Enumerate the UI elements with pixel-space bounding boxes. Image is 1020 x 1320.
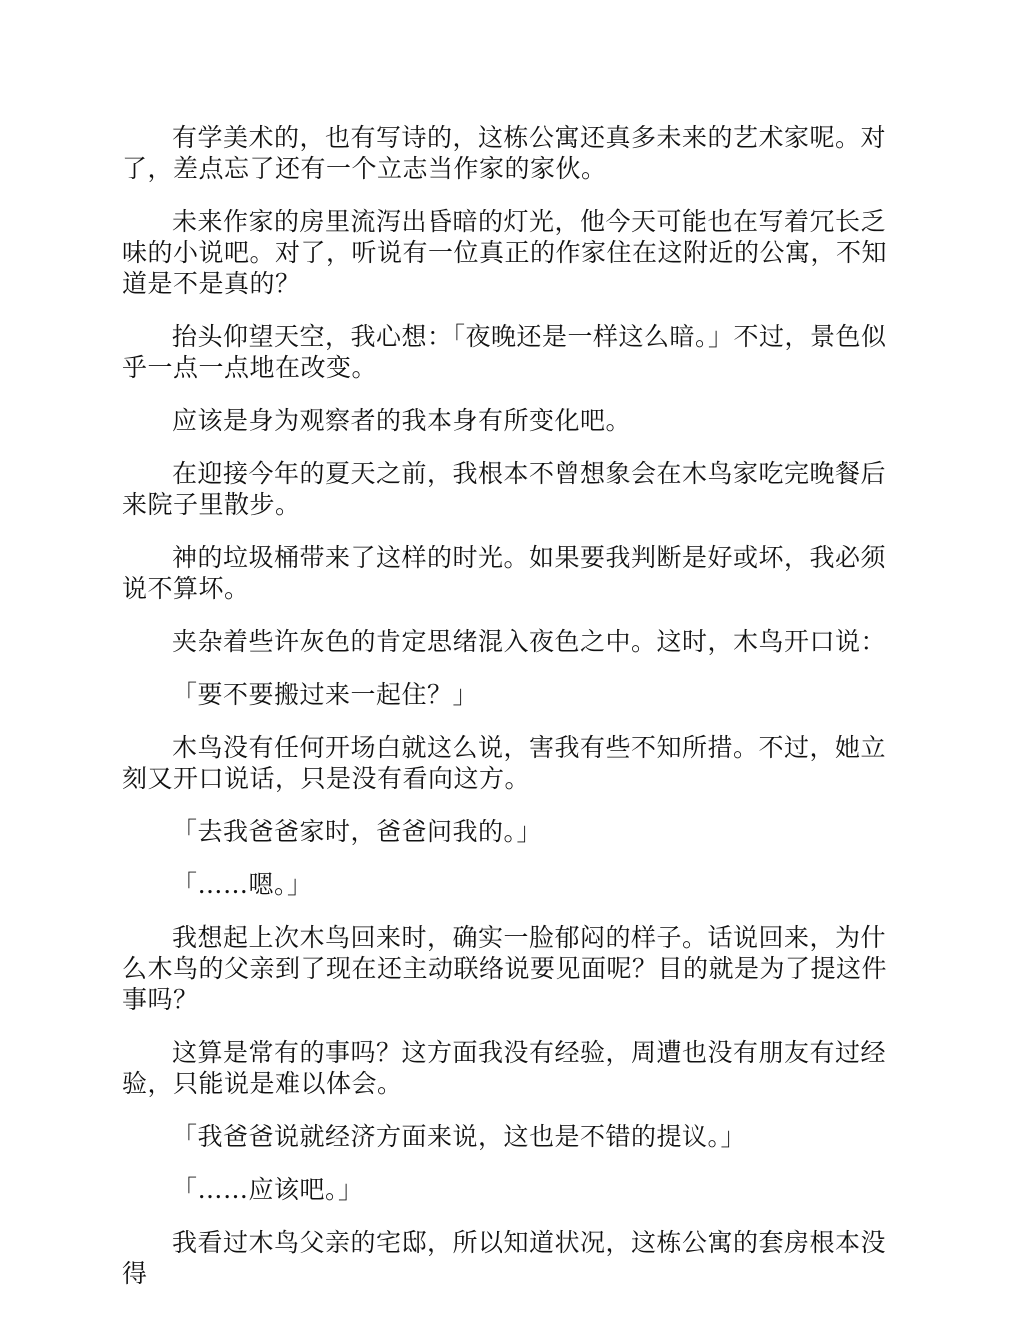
paragraph: 这算是常有的事吗？这方面我没有经验，周遭也没有朋友有过经验，只能说是难以体会。: [122, 1038, 887, 1098]
paragraph: 应该是身为观察者的我本身有所变化吧。: [172, 406, 632, 435]
paragraph: 木鸟没有任何开场白就这么说，害我有些不知所措。不过，她立刻又开口说话，只是没有看向这方。: [122, 733, 887, 793]
dialogue-line: 「……嗯。」: [172, 870, 313, 899]
paragraph: 神的垃圾桶带来了这样的时光。如果要我判断是好或坏，我必须说不算坏。: [122, 543, 887, 603]
paragraph: 夹杂着些许灰色的肯定思绪混入夜色之中。这时，木鸟开口说：: [172, 627, 887, 656]
paragraph: 在迎接今年的夏天之前，我根本不曾想象会在木鸟家吃完晚餐后来院子里散步。: [122, 459, 887, 519]
body-text: [122, 122, 898, 1311]
paragraph: 我看过木鸟父亲的宅邸，所以知道状况，这栋公寓的套房根本没得: [122, 1228, 887, 1288]
paragraph: 抬头仰望天空，我心想：「夜晚还是一样这么暗。」不过，景色似乎一点一点地在改变。: [122, 322, 887, 382]
paragraph: 有学美术的，也有写诗的，这栋公寓还真多未来的艺术家呢。对了，差点忘了还有一个立志当作家的家伙。: [122, 123, 887, 183]
dialogue-line: 「去我爸爸家时，爸爸问我的。」: [172, 817, 543, 846]
dialogue-line: 「……应该吧。」: [172, 1175, 364, 1204]
paragraph: 未来作家的房里流泻出昏暗的灯光，他今天可能也在写着冗长乏味的小说吧。对了，听说有一位真正的作家住在这附近的公寓，不知道是不是真的？: [122, 207, 888, 298]
paragraph: 我想起上次木鸟回来时，确实一脸郁闷的样子。话说回来，为什么木鸟的父亲到了现在还主动联络说要见面呢？目的就是为了提这件事吗？: [122, 923, 888, 1014]
dialogue-line: 「要不要搬过来一起住？」: [172, 680, 479, 709]
dialogue-line: 「我爸爸说就经济方面来说，这也是不错的提议。」: [172, 1122, 747, 1151]
